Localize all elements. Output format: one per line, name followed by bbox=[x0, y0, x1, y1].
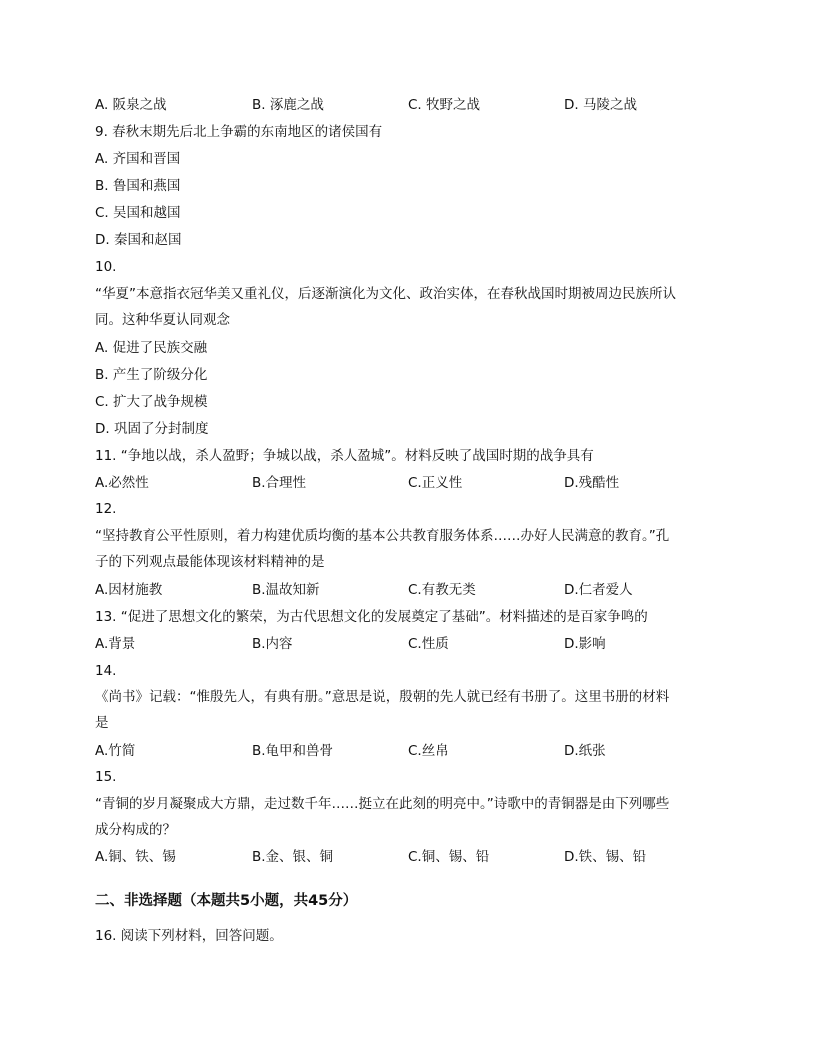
q14-stem-line2: 是 bbox=[95, 715, 109, 731]
q15-stem-line1: “青铜的岁月凝聚成大方鼎，走过数千年……挺立在此刻的明亮中。”诗歌中的青铜器是由下列哪些 bbox=[95, 796, 670, 812]
q11-stem: 11. “争地以战，杀人盈野；争城以战，杀人盈城”。材料反映了战国时期的战争具有 bbox=[95, 448, 594, 464]
q12-option-c[interactable]: C.有教无类 bbox=[408, 582, 476, 598]
q15-option-a[interactable]: A.铜、铁、锡 bbox=[95, 849, 176, 865]
q13-option-c[interactable]: C.性质 bbox=[408, 636, 449, 652]
q15-option-b[interactable]: B.金、银、铜 bbox=[252, 849, 334, 865]
q14-option-b[interactable]: B.龟甲和兽骨 bbox=[252, 743, 334, 759]
q16-stem: 16. 阅读下列材料，回答问题。 bbox=[95, 928, 283, 944]
q14-option-d[interactable]: D.纸张 bbox=[564, 743, 606, 759]
q14-option-a[interactable]: A.竹简 bbox=[95, 743, 136, 759]
section-heading: 二、非选择题（本题共5小题，共45分） bbox=[95, 893, 358, 909]
q13-option-b[interactable]: B.内容 bbox=[252, 636, 293, 652]
q10-option-d[interactable]: D. 巩固了分封制度 bbox=[95, 421, 209, 437]
q13-stem: 13. “促进了思想文化的繁荣，为古代思想文化的发展奠定了基础”。材料描述的是百家争鸣的 bbox=[95, 609, 648, 625]
q10-stem-line2: 同。这种华夏认同观念 bbox=[95, 312, 230, 328]
q8-option-a[interactable]: A. 阪泉之战 bbox=[95, 97, 167, 113]
q9-option-b[interactable]: B. 鲁国和燕国 bbox=[95, 178, 181, 194]
q11-option-d[interactable]: D.残酷性 bbox=[564, 475, 620, 491]
q11-option-c[interactable]: C.正义性 bbox=[408, 475, 463, 491]
q15-option-d[interactable]: D.铁、锡、铅 bbox=[564, 849, 647, 865]
q14-stem-line1: 《尚书》记载：“惟殷先人，有典有册。”意思是说，殷朝的先人就已经有书册了。这里书册的材料 bbox=[95, 689, 670, 705]
q10-option-a[interactable]: A. 促进了民族交融 bbox=[95, 340, 208, 356]
q8-option-b[interactable]: B. 涿鹿之战 bbox=[252, 97, 324, 113]
q12-stem-line2: 子的下列观点最能体现该材料精神的是 bbox=[95, 554, 325, 570]
q11-options bbox=[95, 474, 735, 492]
q13-option-d[interactable]: D.影响 bbox=[564, 636, 606, 652]
q13-option-a[interactable]: A.背景 bbox=[95, 636, 136, 652]
q14-number: 14. bbox=[95, 663, 117, 679]
q11-option-b[interactable]: B.合理性 bbox=[252, 475, 307, 491]
q10-number: 10. bbox=[95, 259, 117, 275]
q15-number: 15. bbox=[95, 769, 117, 785]
q9-stem: 9. 春秋末期先后北上争霸的东南地区的诸侯国有 bbox=[95, 124, 383, 140]
q8-options bbox=[95, 96, 735, 114]
q14-options bbox=[95, 742, 735, 760]
q12-option-a[interactable]: A.因材施教 bbox=[95, 582, 163, 598]
q13-options bbox=[95, 635, 735, 653]
q10-option-b[interactable]: B. 产生了阶级分化 bbox=[95, 367, 208, 383]
q15-stem-line2: 成分构成的？ bbox=[95, 822, 176, 838]
q10-option-c[interactable]: C. 扩大了战争规模 bbox=[95, 394, 208, 410]
q14-option-c[interactable]: C.丝帛 bbox=[408, 743, 449, 759]
q8-option-d[interactable]: D. 马陵之战 bbox=[564, 97, 637, 113]
q11-option-a[interactable]: A.必然性 bbox=[95, 475, 149, 491]
q15-option-c[interactable]: C.铜、锡、铅 bbox=[408, 849, 490, 865]
q9-option-c[interactable]: C. 吴国和越国 bbox=[95, 205, 181, 221]
q12-option-b[interactable]: B.温故知新 bbox=[252, 582, 320, 598]
q9-option-a[interactable]: A. 齐国和晋国 bbox=[95, 151, 181, 167]
q12-option-d[interactable]: D.仁者爱人 bbox=[564, 582, 633, 598]
q15-options bbox=[95, 848, 735, 866]
q12-number: 12. bbox=[95, 501, 117, 517]
q10-stem-line1: “华夏”本意指衣冠华美又重礼仪，后逐渐演化为文化、政治实体，在春秋战国时期被周边民族所认 bbox=[95, 286, 676, 302]
q9-option-d[interactable]: D. 秦国和赵国 bbox=[95, 232, 182, 248]
q12-options bbox=[95, 581, 735, 599]
q8-option-c[interactable]: C. 牧野之战 bbox=[408, 97, 481, 113]
q12-stem-line1: “坚持教育公平性原则，着力构建优质均衡的基本公共教育服务体系……办好人民满意的教育。”孔 bbox=[95, 528, 670, 544]
